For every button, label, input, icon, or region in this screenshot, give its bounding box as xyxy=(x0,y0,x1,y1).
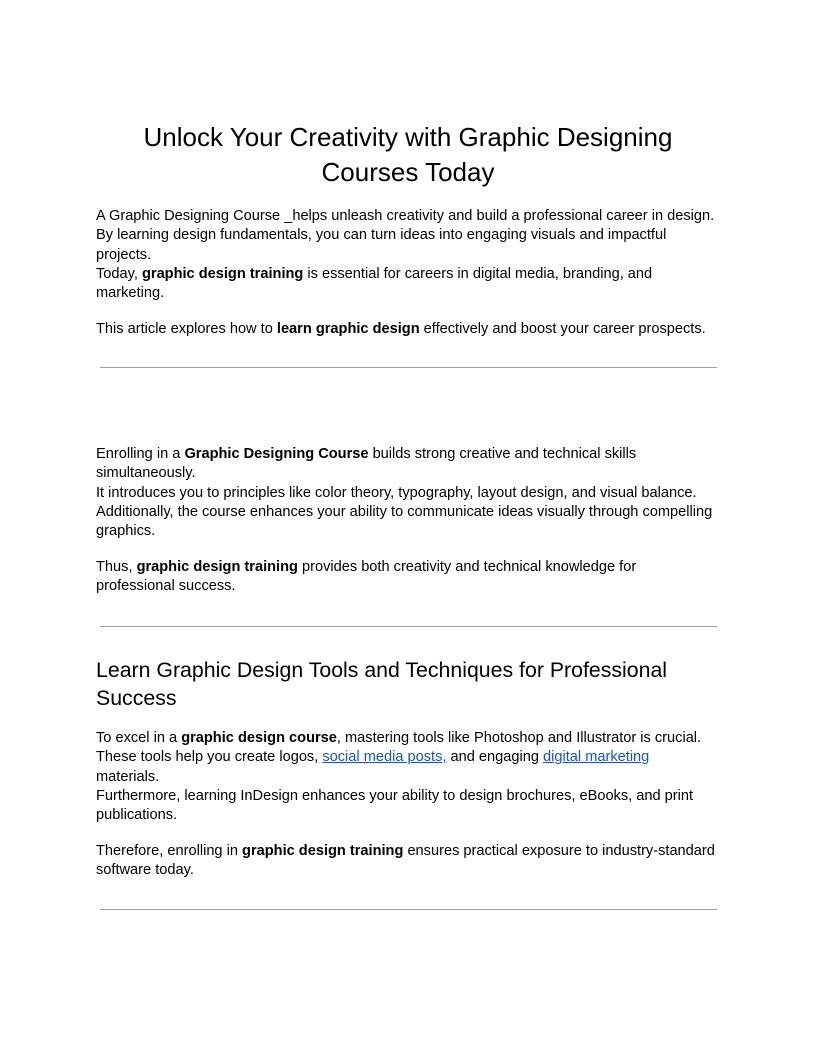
digital-marketing-link[interactable]: digital marketing xyxy=(543,749,650,766)
section1-bold-keyword: Graphic Designing Course xyxy=(184,446,369,462)
section2-heading-line: Success xyxy=(96,686,177,710)
intro-text: is essential for careers in digital media, branding, and xyxy=(303,265,653,282)
page-title: Unlock Your Creativity with Graphic Designing Courses Today xyxy=(143,122,673,187)
intro-paragraph xyxy=(96,207,724,303)
section2-text: Furthermore, learning InDesign enhances your ability to design brochures, eBooks, and print xyxy=(96,787,694,804)
section2-text: , mastering tools like Photoshop and Illustrator is crucial. xyxy=(336,730,702,746)
section2-paragraph xyxy=(96,729,724,825)
intro-paragraph-2 xyxy=(96,320,724,339)
intro-text: This article explores how to xyxy=(96,321,277,337)
section2-text: ensures practical exposure to industry-standard xyxy=(403,843,715,859)
intro-text: A Graphic Designing Course xyxy=(96,208,285,224)
intro-text: marketing. xyxy=(96,285,165,302)
horizontal-rule xyxy=(100,367,717,368)
section2-text: software today. xyxy=(96,862,194,879)
section1-text: Thus, xyxy=(96,559,137,575)
section2-bold-keyword: graphic design training xyxy=(242,843,404,859)
horizontal-rule xyxy=(100,626,717,627)
section1-text: provides both creativity and technical knowledge for xyxy=(297,559,637,575)
section2-paragraph-2 xyxy=(96,842,724,881)
section2-text: To excel in a xyxy=(96,730,182,746)
intro-text: projects. xyxy=(96,246,152,263)
section1-text: It introduces you to principles like color theory, typography, layout design, and visual balance. xyxy=(96,484,697,501)
section2-heading-line: Learn Graphic Design Tools and Techniques for Professional xyxy=(96,658,668,682)
intro-bold-keyword: graphic design training xyxy=(141,265,304,282)
intro-bold-keyword: learn graphic design xyxy=(276,321,420,337)
intro-text: Today, xyxy=(96,265,142,282)
intro-text: effectively and boost your career prospects. xyxy=(419,321,706,337)
intro-text: helps unleash creativity and build a professional career in design. xyxy=(292,208,715,224)
section1-paragraph xyxy=(96,445,724,541)
horizontal-rule xyxy=(100,909,717,910)
intro-underscore: _ xyxy=(284,208,293,224)
section1-text: simultaneously. xyxy=(96,465,196,482)
section2-bold-keyword: graphic design course xyxy=(181,730,337,746)
section1-text: Additionally, the course enhances your ability to communicate ideas visually through compelling xyxy=(96,503,713,520)
section2-text: publications. xyxy=(96,807,178,824)
section1-text: Enrolling in a xyxy=(96,446,185,462)
section2-text: materials. xyxy=(96,768,160,785)
section2-text: These tools help you create logos, xyxy=(96,749,323,766)
social-media-posts-link[interactable]: social media posts, xyxy=(322,749,447,766)
section1-text: builds strong creative and technical skills xyxy=(368,446,637,462)
section1-text: professional success. xyxy=(96,578,236,595)
intro-text: By learning design fundamentals, you can turn ideas into engaging visuals and impactful xyxy=(96,227,667,244)
section1-text: graphics. xyxy=(96,523,156,540)
section1-bold-keyword: graphic design training xyxy=(136,559,298,575)
section1-paragraph-2 xyxy=(96,558,724,597)
section2-text: and engaging xyxy=(446,749,544,766)
section2-heading xyxy=(96,656,720,712)
section2-text: Therefore, enrolling in xyxy=(96,843,243,859)
